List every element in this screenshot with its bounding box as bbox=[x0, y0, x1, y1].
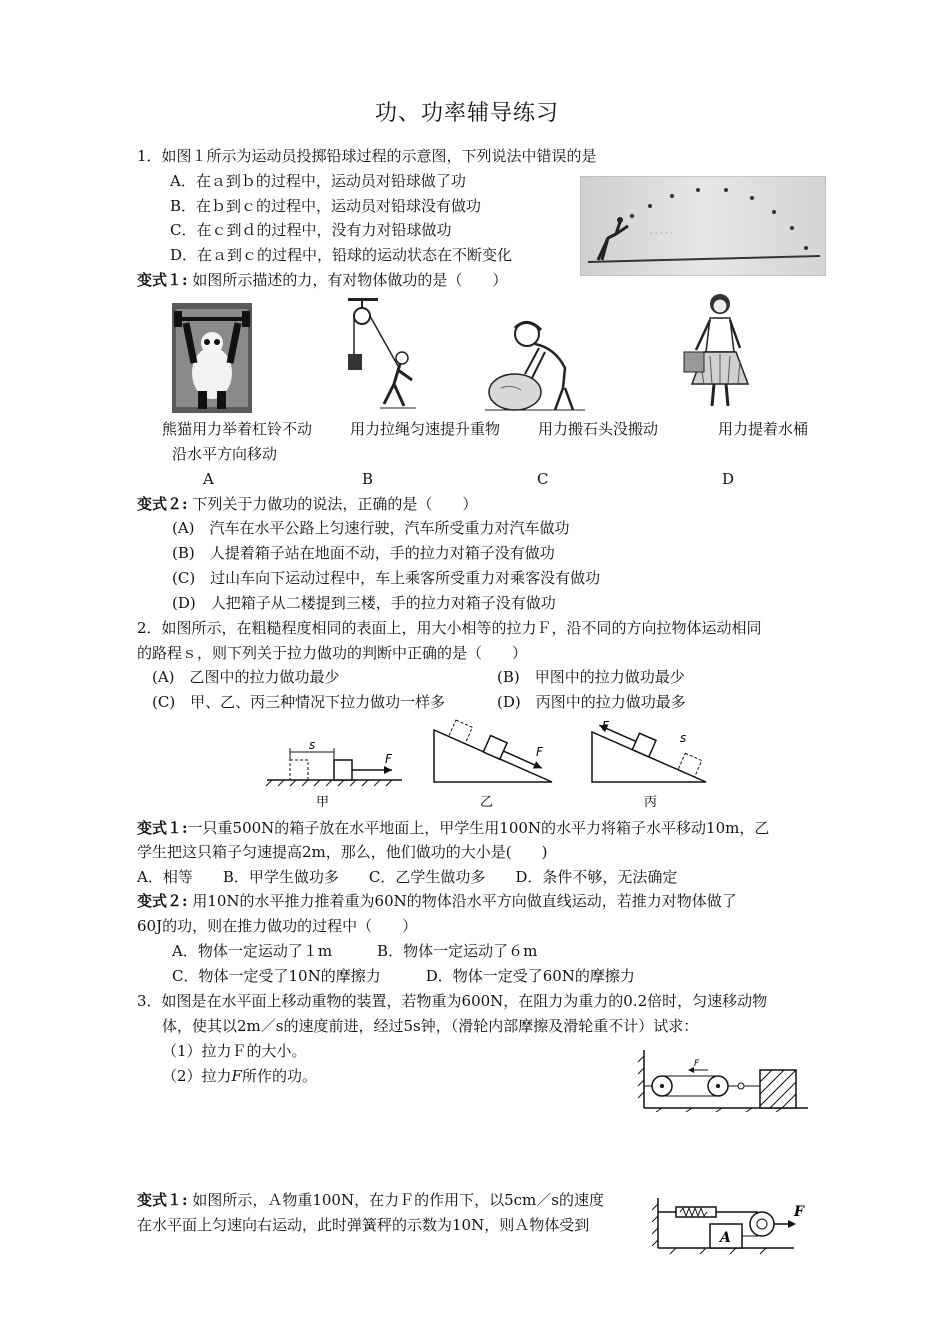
label-bing: 丙 bbox=[644, 795, 658, 810]
q3-sub1: （1）拉力Ｆ的大小。 bbox=[162, 1042, 307, 1060]
q2-v2-line1 bbox=[137, 891, 737, 911]
q2-v1-text1: 一只重500N的箱子放在水平地面上，甲学生用100N的水平力将箱子水平移动10m，乙 bbox=[187, 819, 770, 837]
lift-stone-picture bbox=[485, 318, 585, 414]
shot-put-photo bbox=[580, 176, 826, 276]
q2-option-a: (A) 乙图中的拉力做功最少 bbox=[152, 668, 340, 686]
q3-v1-force-label: F bbox=[794, 1204, 804, 1220]
q1-option-a: A．在ａ到ｂ的过程中，运动员对铅球做了功 bbox=[170, 172, 466, 190]
q2-option-b: (B) 甲图中的拉力做功最少 bbox=[497, 668, 685, 686]
caption-b: 用力拉绳匀速提升重物 bbox=[350, 420, 501, 438]
q1-v2-option-a: (A) 汽车在水平公路上匀速行驶，汽车所受重力对汽车做功 bbox=[172, 519, 570, 537]
q2-v1-line1 bbox=[137, 818, 769, 838]
label-jia: 甲 bbox=[316, 795, 330, 810]
label-yi: 乙 bbox=[480, 795, 494, 810]
svg-text:· · · · ·: · · · · · bbox=[650, 229, 673, 238]
q2-figures bbox=[262, 716, 712, 810]
q3-v1-figure bbox=[652, 1196, 812, 1256]
figure-bing bbox=[592, 717, 706, 810]
variant-tag: 变式２: bbox=[137, 495, 188, 513]
q3-sub2-tail: 所作的功。 bbox=[241, 1067, 317, 1085]
force-label-jia: F bbox=[385, 752, 392, 766]
q3-sub2-head: （2）拉力 bbox=[162, 1067, 232, 1085]
q1-v2 bbox=[137, 494, 477, 514]
carry-bucket-picture bbox=[676, 290, 760, 414]
page-title: 功、功率辅导练习 bbox=[375, 101, 560, 126]
caption-a: 熊猫用力举着杠铃不动 bbox=[162, 420, 313, 438]
q1-option-c: C．在ｃ到ｄ的过程中，没有力对铅球做功 bbox=[170, 221, 452, 239]
caption-c: 用力搬石头没搬动 bbox=[538, 420, 659, 438]
q1-v2-stem: 下列关于力做功的说法，正确的是（ ） bbox=[192, 495, 478, 513]
q2-v2-text1: 用10N的水平推力推着重为60N的物体沿水平方向做直线运动，若推力对物体做了 bbox=[192, 892, 737, 910]
q2-v1-options: A．相等 B．甲学生做功多 C．乙学生做功多 D．条件不够，无法确定 bbox=[137, 868, 678, 886]
q2-v1-line2: 学生把这只箱子匀速提高2m，那么，他们做功的大小是( ) bbox=[137, 843, 548, 861]
variant-tag: 变式１: bbox=[137, 1191, 188, 1209]
letter-a: A bbox=[203, 470, 214, 488]
q3-line1: 3．如图是在水平面上移动重物的装置，若物重为600N，在阻力为重力的0.2倍时，匀速移动物 bbox=[137, 992, 768, 1010]
letter-c: C bbox=[537, 470, 549, 488]
q3-sub2-symbol: F bbox=[231, 1067, 242, 1085]
q1-stem: 1．如图１所示为运动员投掷铅球过程的示意图，下列说法中错误的是 bbox=[137, 147, 597, 165]
q1-option-d: D．在ａ到ｃ的过程中，铅球的运动状态在不断变化 bbox=[170, 246, 513, 264]
q2-option-c: (C) 甲、乙、丙三种情况下拉力做功一样多 bbox=[152, 693, 446, 711]
q2-option-d: (D) 丙图中的拉力做功最多 bbox=[497, 693, 686, 711]
q1-v2-option-c: (C) 过山车向下运动过程中，车上乘客所受重力对乘客没有做功 bbox=[172, 569, 601, 587]
force-label-bing: F bbox=[602, 719, 609, 733]
variant-tag: 变式１: bbox=[137, 819, 188, 837]
q1-v1-stem: 如图所示描述的力，有对物体做功的是（ ） bbox=[192, 271, 508, 289]
variant-tag: 变式１: bbox=[137, 271, 188, 289]
caption-d: 用力提着水桶 bbox=[718, 420, 809, 438]
q1-v1 bbox=[137, 270, 507, 290]
letter-d: D bbox=[722, 470, 735, 488]
q3-force-label: F bbox=[694, 1059, 700, 1069]
force-label-yi: F bbox=[536, 745, 543, 759]
q1-v2-option-b: (B) 人提着箱子站在地面不动，手的拉力对箱子没有做功 bbox=[172, 544, 555, 562]
q3-v1-line2: 在水平面上匀速向右运动，此时弹簧秤的示数为10N，则Ａ物体受到 bbox=[137, 1216, 590, 1234]
q3-sub2 bbox=[162, 1066, 317, 1086]
q2-stem-line2: 的路程ｓ，则下列关于拉力做功的判断中正确的是（ ） bbox=[137, 644, 528, 662]
q3-line2: 体，使其以2m／s的速度前进，经过5s钟，（滑轮内部摩擦及滑轮重不计）试求： bbox=[162, 1017, 699, 1035]
q3-pulley-figure bbox=[632, 1048, 812, 1112]
q2-v2-line2: 60J的功，则在推力做功的过程中（ ） bbox=[137, 917, 418, 935]
figure-jia bbox=[266, 738, 402, 810]
distance-label-jia: s bbox=[309, 738, 316, 752]
q2-stem-line1: 2．如图所示，在粗糙程度相同的表面上，用大小相等的拉力Ｆ，沿不同的方向拉物体运动相同 bbox=[137, 619, 762, 637]
block-a-label: A bbox=[720, 1230, 731, 1246]
variant-tag: 变式２: bbox=[137, 892, 188, 910]
q3-v1-text1: 如图所示，Ａ物重100N，在力Ｆ的作用下，以5cm／s的速度 bbox=[192, 1191, 604, 1209]
pulley-rope-picture bbox=[340, 296, 420, 414]
caption-d-line2: 沿水平方向移动 bbox=[172, 445, 278, 463]
q1-v2-option-d: (D) 人把箱子从二楼提到三楼，手的拉力对箱子没有做功 bbox=[172, 594, 556, 612]
figure-yi bbox=[434, 720, 552, 810]
q2-v2-options2: C．物体一定受了10N的摩擦力 D．物体一定受了60N的摩擦力 bbox=[172, 967, 635, 985]
q3-v1-line1 bbox=[137, 1190, 604, 1210]
panda-barbell-picture bbox=[172, 303, 252, 413]
distance-label-bing: s bbox=[680, 731, 687, 745]
q1-option-b: B．在ｂ到ｃ的过程中，运动员对铅球没有做功 bbox=[170, 197, 482, 215]
letter-b: B bbox=[362, 470, 374, 488]
q2-v2-options1: A．物体一定运动了１m B．物体一定运动了６m bbox=[172, 942, 538, 960]
